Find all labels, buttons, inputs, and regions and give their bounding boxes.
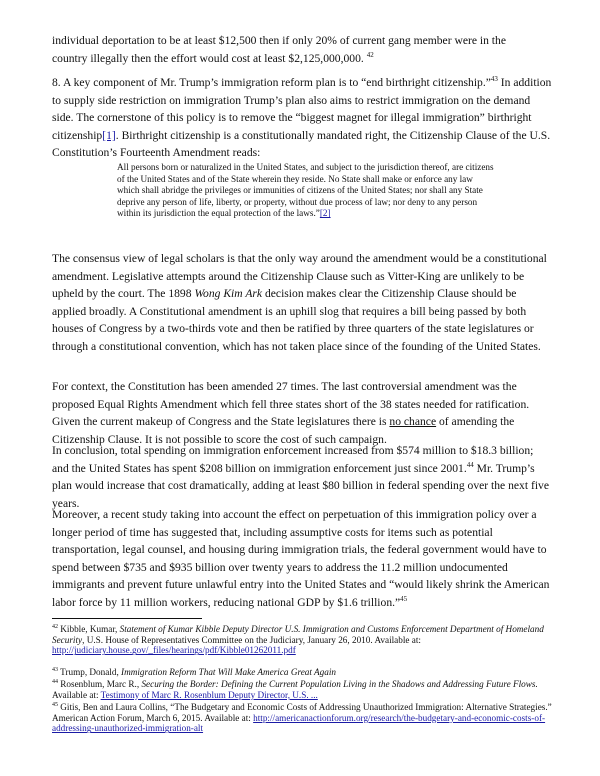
consensus-text-b: decision makes clear the Citizenship Clause should be applied broadly. A Constitutional amendment is an uphill slog that requires a bill being passed by both houses of Congress by a two-thirds vote and then be ratified by three quarters of the state legislatures or through a constitutional convention, which has not taken place since of the founding of the United States.: [52, 287, 541, 353]
context-text-a: For context, the Constitution has been amended 27 times. The last controversial amendment was the proposed Equal Rights Amendment which fell three states short of the 38 states needed for ratification. Given the current makeup of Congress and the State legislatures there is: [52, 380, 530, 429]
footnote-source: , U.S. House of Representatives Committee on the Judiciary, January 26, 2010. Available at:: [82, 634, 421, 645]
point-8-lead: 8. A key component of Mr. Trump’s immigration reform plan is to “end birthright citizenship.”: [52, 76, 491, 89]
footnote-author: Kibble, Kumar,: [58, 624, 120, 634]
footnote-number: 44: [52, 678, 58, 685]
reference-link-2[interactable]: [2]: [319, 208, 331, 219]
footnote-title: Statement of Kumar Kibble Deputy Director U.S. Immigration and Customs Enforcement Department of Homeland Security: [52, 624, 544, 645]
footnote-title: Securing the Border: Defining the Current Population Living in the Shadows and Addressing Future Flows.: [141, 679, 538, 689]
paragraph-context: [52, 378, 552, 448]
paragraph-deportation-cost: [52, 32, 552, 67]
footnote-43: [52, 667, 552, 678]
paragraph-conclusion: [52, 442, 552, 512]
footnote-44: [52, 679, 552, 700]
footnote-ref-44[interactable]: 44: [466, 460, 474, 469]
footnote-source: Available at:: [52, 689, 101, 700]
citizenship-clause-quote: [117, 162, 497, 220]
footnote-ref-45[interactable]: 45: [400, 595, 408, 604]
reference-link-1[interactable]: [1]: [102, 128, 116, 142]
footnote-number: 45: [52, 701, 58, 708]
consensus-text-a: The consensus view of legal scholars is that the only way around the amendment would be a constitutional amendment. Legislative attempts around the Citizenship Clause such as Vitter-King are unlikely to be upheld by the court. The 1898: [52, 252, 547, 301]
footnote-author: Rosenblum, Marc R.,: [58, 679, 142, 689]
footnote-link[interactable]: Testimony of Marc R. Rosenblum Deputy Director, U.S. ...: [100, 689, 318, 700]
footnote-45: [52, 702, 552, 734]
footnote-divider: [52, 618, 202, 619]
footnote-author: Trump, Donald,: [58, 667, 122, 677]
case-name: Wong Kim Ark: [194, 287, 263, 301]
point-8-body: In addition to supply side restriction on immigration Trump’s plan also aims to restrict immigration on the demand side. The cornerstone of this policy is to remove the “biggest magnet for illegal immigration” birthright citizenship: [52, 76, 552, 142]
quote-text: All persons born or naturalized in the United States, and subject to the jurisdiction thereof, are citizens of the United States and of the State wherein they reside. No State shall make or enforce any law which shall abridge the privileges or immunities of citizens of the United States; nor shall any State deprive any person of life, liberty, or property, without due process of law; nor deny to any person within its jurisdiction the equal protection of the laws.”: [117, 162, 494, 219]
footnote-42: [52, 624, 552, 656]
footnote-link[interactable]: http://americanactionforum.org/research/the-budgetary-and-economic-costs-of-addressing-unauthorized-immigration-alt: [52, 712, 546, 734]
paragraph-birthright: [52, 74, 552, 162]
footnote-author: Gitis, Ben and Laura Collins, “The Budgetary and Economic Costs of Addressing Unauthorized Immigration: Alternative Strategies.” American Action Forum, March 6, 2015. Available at:: [52, 702, 552, 723]
conclusion-text-a: In conclusion, total spending on immigration enforcement increased from $574 million to $18.3 billion; and the United States has spent $208 billion on immigration enforcement just since 2001.: [52, 444, 534, 475]
footnote-ref-42[interactable]: 42: [366, 50, 374, 59]
conclusion-text-b: Mr. Trump’s plan would increase that cost dramatically, adding at least $80 billion in federal spending over the next five years.: [52, 461, 549, 510]
point-8-tail: . Birthright citizenship is a constitutionally mandated right, the Citizenship Clause of the U.S. Constitution’s Fourteenth Amendment reads:: [52, 128, 551, 160]
footnote-number: 42: [52, 623, 58, 630]
moreover-text: Moreover, a recent study taking into account the effect on perpetuation of this immigration policy over a longer period of time has suggested that, including assumptive costs for items such as potential transportation, legal counsel, and housing during immigration trials, the federal government would have to spend between $735 and $935 billion over twenty years to address the 11.2 million undocumented immigrants and prevent future unlawful entry into the United States and “would likely shrink the American labor force by 11 million workers, reducing national GDP by $1.6 trillion.”: [52, 508, 550, 609]
footnote-ref-43[interactable]: 43: [490, 75, 498, 84]
footnote-number: 43: [52, 666, 58, 673]
no-chance-underlined: no chance: [389, 415, 437, 429]
line-2: country illegally then the effort would cost at least $2,125,000,000.: [52, 51, 364, 65]
line-1: individual deportation to be at least $12,500 then if only 20% of current gang member were in the: [52, 34, 506, 47]
footnote-link[interactable]: http://judiciary.house.gov/_files/hearings/pdf/Kibble01262011.pdf: [52, 645, 296, 656]
paragraph-consensus: [52, 250, 552, 356]
context-text-b: of amending the Citizenship Clause. It is not possible to score the cost of such campaign.: [52, 415, 515, 446]
paragraph-moreover: [52, 506, 552, 612]
footnote-title: Immigration Reform That Will Make America Great Again: [121, 667, 336, 677]
